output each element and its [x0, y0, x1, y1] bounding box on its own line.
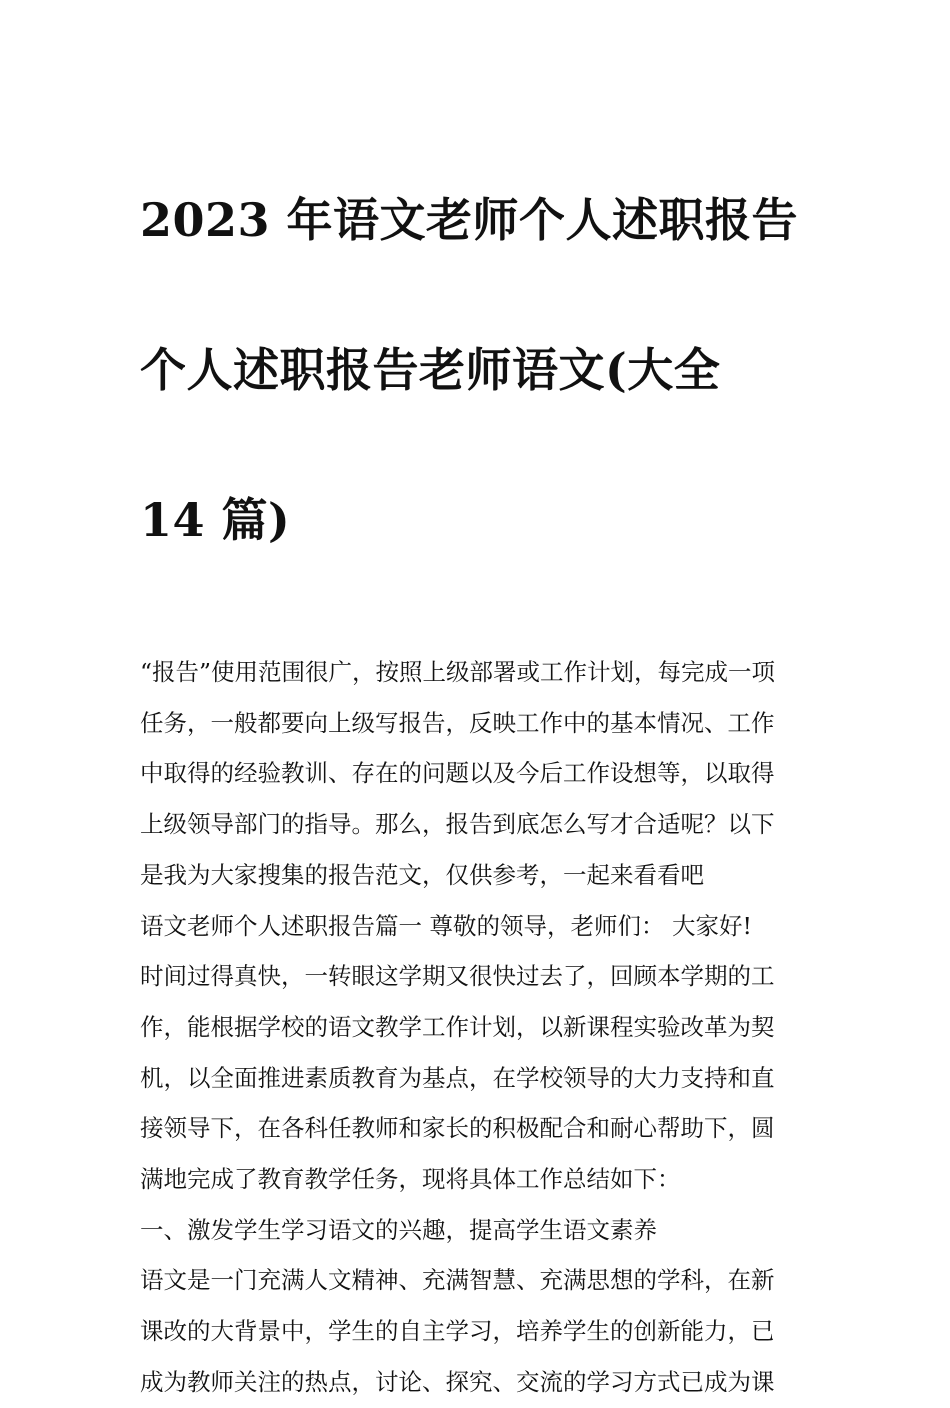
intro-line: 任务，一般都要向上级写报告，反映工作中的基本情况、工作	[140, 708, 775, 737]
body-line: 成为教师关注的热点，讨论、探究、交流的学习方式已成为课	[140, 1367, 775, 1396]
body-line: 接领导下，在各科任教师和家长的积极配合和耐心帮助下，圆	[140, 1114, 775, 1143]
intro-line: “报告”使用范围很广，按照上级部署或工作计划，每完成一项	[140, 658, 776, 686]
intro-line: 上级领导部门的指导。那么，报告到底怎么写才合适呢？以下	[140, 810, 775, 839]
body-line: 机，以全面推进素质教育为基点，在学校领导的大力支持和直	[140, 1063, 775, 1092]
subheading-line: 一、激发学生学习语文的兴趣，提高学生语文素养	[140, 1215, 657, 1244]
document-title	[140, 108, 820, 633]
intro-line: 中取得的经验教训、存在的问题以及今后工作设想等，以取得	[140, 759, 775, 788]
body-line: 课改的大背景中，学生的自主学习，培养学生的创新能力，已	[140, 1317, 775, 1346]
title-line: 14 篇)	[140, 493, 291, 547]
body-line: 时间过得真快，一转眼这学期又很快过去了，回顾本学期的工	[140, 962, 775, 991]
document-body	[140, 647, 820, 1408]
body-line: 满地完成了教育教学任务，现将具体工作总结如下：	[140, 1165, 681, 1194]
document-page	[140, 108, 820, 1408]
title-line: 个人述职报告老师语文(大全	[140, 343, 721, 397]
section-heading-line: 语文老师个人述职报告篇一 尊敬的领导，老师们： 大家好!	[140, 911, 752, 940]
title-line: 2023 年语文老师个人述职报告	[140, 193, 799, 247]
body-line: 语文是一门充满人文精神、充满智慧、充满思想的学科，在新	[140, 1266, 775, 1295]
intro-line: 是我为大家搜集的报告范文，仅供参考，一起来看看吧	[140, 860, 704, 889]
body-line: 作，能根据学校的语文教学工作计划，以新课程实验改革为契	[140, 1012, 775, 1041]
